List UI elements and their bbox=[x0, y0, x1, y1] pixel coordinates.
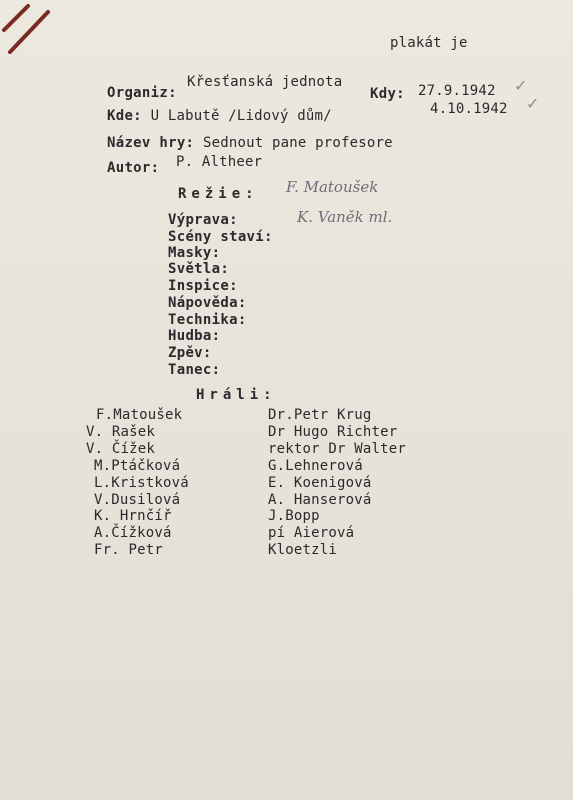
red-double-slash-icon bbox=[0, 0, 60, 60]
actor-name: F.Matoušek bbox=[96, 407, 183, 423]
role-name: G.Lehnerová bbox=[268, 458, 363, 474]
kdy-date-1: 27.9.1942 bbox=[418, 83, 496, 99]
actor-name: Fr. Petr bbox=[94, 542, 164, 558]
vyprava-label: Výprava: bbox=[168, 212, 238, 228]
actor-name: V.Dusilová bbox=[94, 492, 181, 508]
role-name: A. Hanserová bbox=[268, 492, 372, 508]
inspice-label: Inspice: bbox=[168, 278, 238, 294]
role-name: E. Koenigová bbox=[268, 475, 372, 491]
kde-line bbox=[107, 108, 332, 124]
technika-label: Technika: bbox=[168, 312, 247, 328]
actor-name: V. Rašek bbox=[86, 424, 156, 440]
role-name: J.Bopp bbox=[268, 508, 320, 524]
masky-label: Masky: bbox=[168, 245, 221, 261]
role-name: Dr Hugo Richter bbox=[268, 424, 398, 440]
actor-name: V. Čížek bbox=[86, 441, 156, 457]
poster-note: plakát je bbox=[390, 35, 468, 51]
nazev-line bbox=[107, 135, 393, 151]
rezie-label: Režie: bbox=[178, 186, 259, 202]
nazev-label: Název hry: bbox=[107, 135, 195, 151]
organiz-value: Křesťanská jednota bbox=[187, 74, 343, 90]
kde-value: U Labutě /Lidový dům/ bbox=[150, 108, 332, 124]
organiz-label: Organiz: bbox=[107, 85, 177, 101]
role-name: pí Aierová bbox=[268, 525, 355, 541]
check-mark-icon: ✓ bbox=[526, 94, 540, 113]
kde-label: Kde: bbox=[107, 108, 142, 124]
actor-name: K. Hrnčíř bbox=[94, 508, 172, 524]
hudba-label: Hudba: bbox=[168, 328, 221, 344]
autor-value: P. Altheer bbox=[176, 154, 263, 170]
svetla-label: Světla: bbox=[168, 261, 230, 277]
cast-heading: Hráli: bbox=[196, 387, 277, 403]
kdy-date-2: 4.10.1942 bbox=[430, 101, 508, 117]
actor-name: A.Čížková bbox=[94, 525, 172, 541]
autor-label: Autor: bbox=[107, 160, 160, 176]
kdy-label: Kdy: bbox=[370, 86, 405, 102]
vyprava-signature: K. Vaněk ml. bbox=[297, 208, 393, 226]
role-name: rektor Dr Walter bbox=[268, 441, 407, 457]
tanec-label: Tanec: bbox=[168, 362, 221, 378]
napoveda-label: Nápověda: bbox=[168, 295, 247, 311]
sceny-label: Scény staví: bbox=[168, 229, 273, 245]
zpev-label: Zpěv: bbox=[168, 345, 212, 361]
role-name: Kloetzli bbox=[268, 542, 338, 558]
check-mark-icon: ✓ bbox=[514, 76, 528, 95]
nazev-value: Sednout pane profesore bbox=[202, 135, 393, 151]
role-name: Dr.Petr Krug bbox=[268, 407, 372, 423]
actor-name: L.Kristková bbox=[94, 475, 189, 491]
rezie-signature: F. Matoušek bbox=[286, 178, 379, 196]
actor-name: M.Ptáčková bbox=[94, 458, 181, 474]
